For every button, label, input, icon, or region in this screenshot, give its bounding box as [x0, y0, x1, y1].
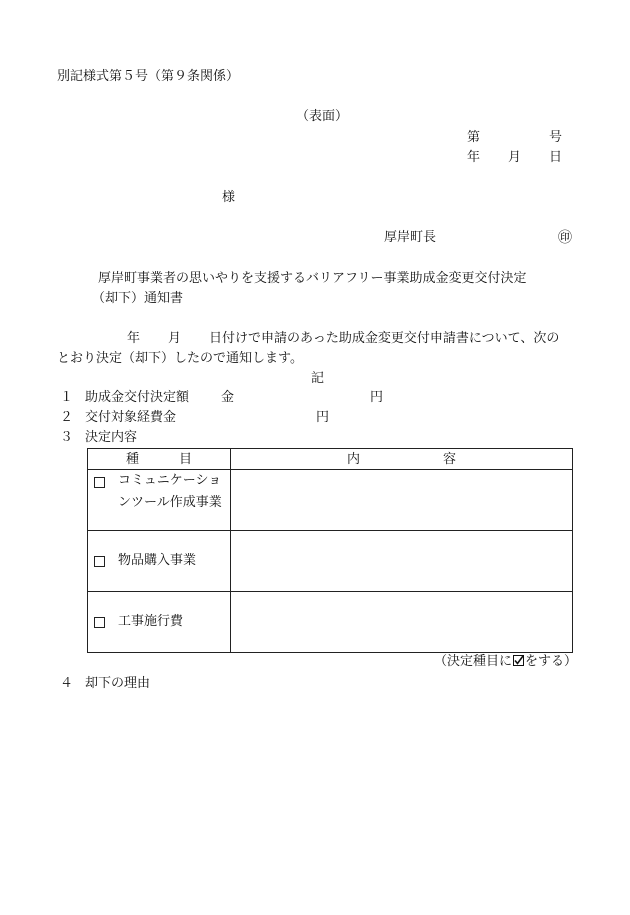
- side-label: （表面）: [296, 109, 349, 124]
- doc-title-line2: （却下）通知書: [92, 291, 184, 306]
- checkmark-box-icon: [513, 655, 524, 666]
- issue-day: 日: [549, 150, 563, 165]
- table-header-row: [88, 449, 573, 470]
- header-content: 内 容: [231, 449, 573, 470]
- body-year: 年: [127, 331, 141, 346]
- row-3-checkbox[interactable]: [94, 617, 105, 628]
- item-3-num: ３: [60, 430, 74, 445]
- row-3-content[interactable]: [231, 592, 573, 653]
- item-4-label: 却下の理由: [85, 676, 151, 691]
- item-3-label: 決定内容: [85, 430, 138, 445]
- body-line2: とおり決定（却下）したので通知します。: [57, 351, 303, 366]
- issue-go: 号: [549, 130, 563, 145]
- table-note: （決定種目に をする）: [434, 654, 578, 669]
- issuer-title: 厚岸町長: [384, 230, 437, 245]
- item-1-prefix: 金: [221, 390, 235, 405]
- doc-title-line1: 厚岸町事業者の思いやりを支援するバリアフリー事業助成金変更交付決定: [98, 271, 527, 286]
- table-row: [88, 470, 573, 531]
- item-2-unit: 円: [316, 410, 330, 425]
- row-3-label: 工事施行費: [118, 614, 184, 629]
- item-2-num: ２: [60, 410, 74, 425]
- decision-table: [87, 448, 573, 653]
- issue-dai: 第: [467, 130, 481, 145]
- seal-mark: ㊞: [558, 230, 572, 246]
- ki-label: 記: [311, 371, 325, 386]
- item-4-num: ４: [60, 676, 74, 691]
- body-month: 月: [168, 331, 182, 346]
- row-2-label: 物品購入事業: [118, 553, 197, 568]
- form-id: 別記様式第５号（第９条関係）: [57, 69, 240, 84]
- row-2-content[interactable]: [231, 531, 573, 592]
- table-row: [88, 592, 573, 653]
- issue-month: 月: [508, 150, 522, 165]
- item-1-unit: 円: [370, 390, 384, 405]
- item-2-label: 交付対象経費金: [85, 410, 177, 425]
- item-1-label: 助成金交付決定額: [85, 390, 190, 405]
- table-row: [88, 531, 573, 592]
- row-1-label: コミュニケーションツール作成事業: [118, 473, 222, 510]
- item-1-num: １: [60, 390, 74, 405]
- header-type: 種 目: [88, 449, 231, 470]
- row-1-checkbox[interactable]: [94, 477, 105, 488]
- issue-year: 年: [467, 150, 481, 165]
- addressee-suffix: 様: [222, 190, 236, 205]
- row-1-content[interactable]: [231, 470, 573, 531]
- row-2-checkbox[interactable]: [94, 556, 105, 567]
- body-line1: 日付けで申請のあった助成金変更交付申請書について、次の: [209, 331, 560, 346]
